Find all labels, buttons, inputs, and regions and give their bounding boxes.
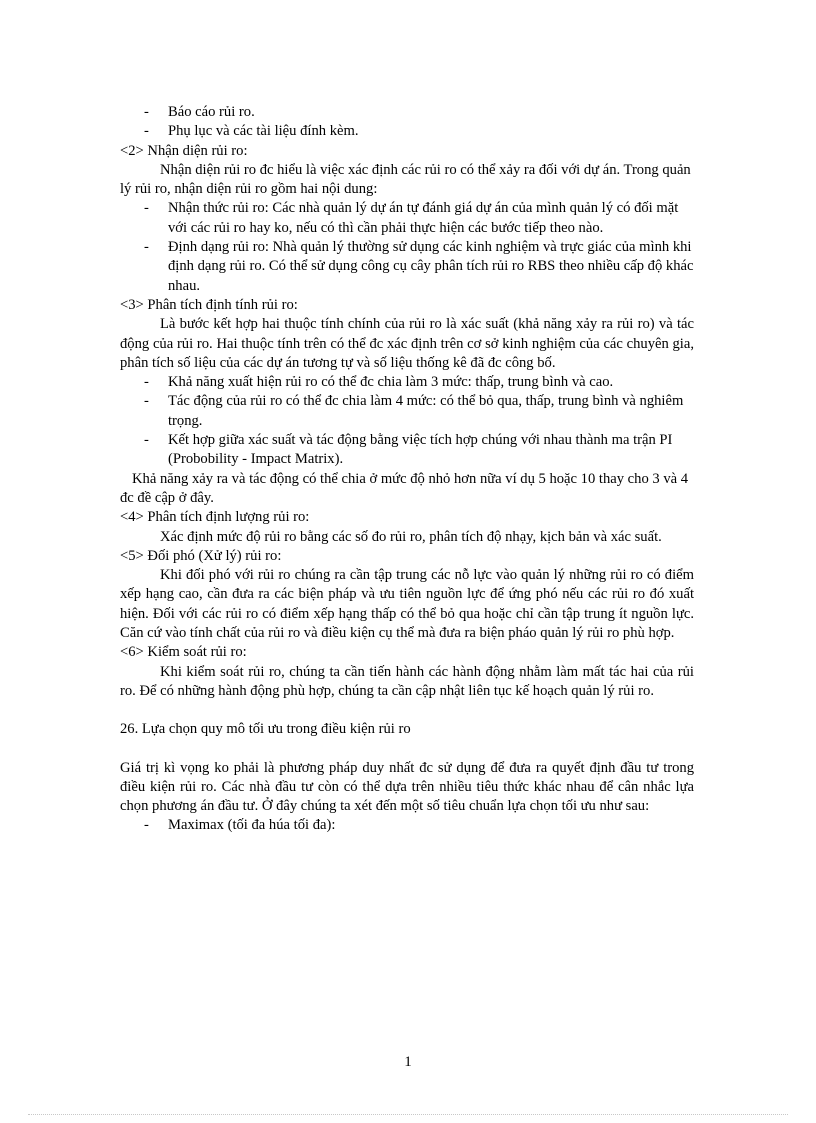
section-heading-6: <6> Kiểm soát rủi ro: xyxy=(120,644,247,661)
bullet-item xyxy=(120,199,694,238)
spacer xyxy=(120,740,694,759)
bullet-dash: - xyxy=(144,239,149,256)
paragraph: Xác định mức độ rủi ro bằng các số đo rủi ro, phân tích độ nhạy, kịch bản và xác suất. xyxy=(160,528,662,545)
bullet-text: Khả năng xuất hiện rủi ro có thể đc chia làm 3 mức: thấp, trung bình và cao. xyxy=(168,374,614,391)
bullet-item xyxy=(120,816,694,835)
section-heading-3: <3> Phân tích định tính rủi ro: xyxy=(120,296,298,313)
bullet-text: Tác động của rủi ro có thể đc chia làm 4 mức: có thể bỏ qua, thấp, trung bình và nghiêm trọng. xyxy=(168,393,684,429)
section-heading-26: 26. Lựa chọn quy mô tối ưu trong điều kiện rủi ro xyxy=(120,721,411,738)
bullet-dash: - xyxy=(144,817,149,834)
bullet-dash: - xyxy=(144,200,149,217)
section-heading-5: <5> Đối phó (Xử lý) rủi ro: xyxy=(120,547,282,564)
section-heading-2: <2> Nhận diện rủi ro: xyxy=(120,142,248,159)
bullet-item xyxy=(120,431,694,470)
bullet-dash: - xyxy=(144,432,149,449)
bullet-text: Báo cáo rủi ro. xyxy=(168,104,255,120)
document-body xyxy=(120,103,694,836)
bullet-text: Phụ lục và các tài liệu đính kèm. xyxy=(168,123,359,140)
spacer xyxy=(120,701,694,720)
paragraph: Khi kiểm soát rủi ro, chúng ta cần tiến hành các hành động nhằm làm mất tác hai của rủi ro. Để có những hành động phù hợp, chúng ta cần cập nhật liên tục kế hoạch quản lý rủi ro. xyxy=(120,663,694,699)
bullet-item xyxy=(120,238,694,296)
footer-divider xyxy=(28,1114,788,1115)
bullet-item xyxy=(120,373,694,392)
paragraph: Giá trị kì vọng ko phải là phương pháp duy nhất đc sử dụng để đưa ra quyết định đầu tư trong điều kiện rủi ro. Các nhà đầu tư còn có thể dựa trên nhiều tiêu thức khác nhau để cân nhắc lựa chọn phương án đầu tư. Ở đây chúng ta xét đến một số tiêu chuẩn lựa chọn tối ưu như sau: xyxy=(120,759,694,815)
bullet-item xyxy=(120,392,694,431)
paragraph: Nhận diện rủi ro đc hiểu là việc xác định các rủi ro có thể xảy ra đối với dự án. Trong quản lý rủi ro, nhận diện rủi ro gồm hai nội dung: xyxy=(120,161,691,198)
bullet-dash: - xyxy=(144,104,149,120)
bullet-text: Nhận thức rủi ro: Các nhà quản lý dự án tự đánh giá dự án của mình quản lý có đối mặt với các rủi ro hay ko, nếu có thì cần phải thực hiện các bước tiếp theo nào. xyxy=(168,200,679,236)
paragraph: Khi đối phó với rủi ro chúng ra cần tập trung các nỗ lực vào quản lý những rủi ro có điểm xếp hạng cao, cần đưa ra các biện pháp và ưu tiên nguồn lực để ứng phó nếu các rủi ro đó xuất hiện. Đối với các rủi ro có điểm xếp hạng thấp có thể bỏ qua hoặc chỉ cần tập trung ít nguồn lực. Căn cứ vào tính chất của rủi ro và điều kiện cụ thể mà đưa ra biện pháo quản lý rủi ro phù hợp. xyxy=(120,567,694,642)
section-heading-4: <4> Phân tích định lượng rủi ro: xyxy=(120,509,310,526)
bullet-item xyxy=(120,103,694,122)
paragraph: Khả năng xảy ra và tác động có thể chia ở mức độ nhỏ hơn nữa ví dụ 5 hoặc 10 thay cho 3 và 4 đc đề cập ở đây. xyxy=(120,470,689,506)
bullet-dash: - xyxy=(144,393,149,410)
bullet-text: Maximax (tối đa húa tối đa): xyxy=(168,817,336,834)
bullet-dash: - xyxy=(144,123,149,140)
bullet-item xyxy=(120,122,694,141)
page-number: 1 xyxy=(404,1054,412,1070)
bullet-dash: - xyxy=(144,374,149,391)
paragraph: Là bước kết hợp hai thuộc tính chính của rủi ro là xác suất (khả năng xảy ra rủi ro) và tác động của rủi ro. Hai thuộc tính trên có thể đc xác định trên cơ sở kinh nghiệm của các chuyên gia, phân tích số liệu của các dự án tương tự và số liệu thống kê đã đc công bố. xyxy=(120,316,694,371)
bullet-text: Định dạng rủi ro: Nhà quản lý thường sử dụng các kinh nghiệm và trực giác của mình khi định dạng rủi ro. Có thể sử dụng công cụ cây phân tích rủi ro RBS theo nhiều cấp độ khác nhau. xyxy=(168,239,694,294)
bullet-text: Kết hợp giữa xác suất và tác động bằng việc tích hợp chúng với nhau thành ma trận PI (Probobility - Impact Matrix). xyxy=(168,432,673,468)
